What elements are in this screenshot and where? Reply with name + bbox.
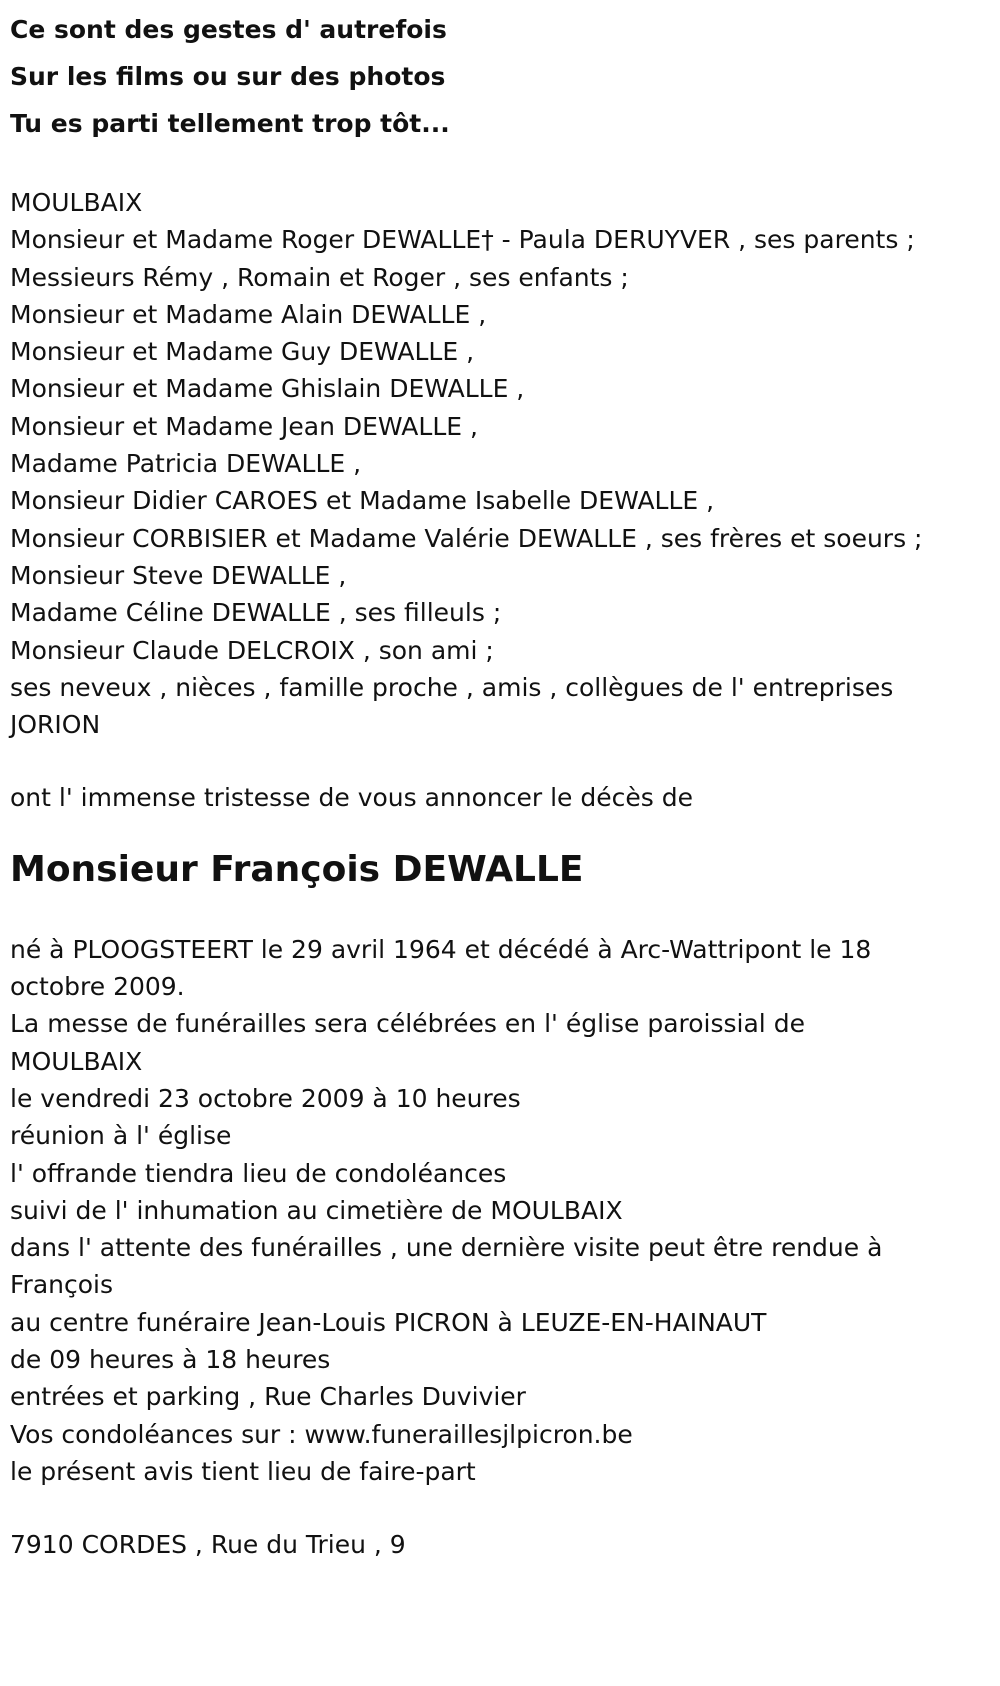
verse-line: Tu es parti tellement trop tôt... — [10, 109, 450, 138]
spacer — [10, 147, 1000, 184]
detail-line: réunion à l' église — [10, 1121, 232, 1151]
detail-line: entrées et parking , Rue Charles Duvivier — [10, 1382, 526, 1412]
family-line: Monsieur Didier CAROES et Madame Isabelle DEWALLE , — [10, 486, 715, 516]
detail-line: de 09 heures à 18 heures — [10, 1345, 331, 1375]
detail-line: au centre funéraire Jean-Louis PICRON à LEUZE-EN-HAINAUT — [10, 1307, 767, 1337]
family-line: Monsieur et Madame Alain DEWALLE , — [10, 299, 487, 329]
family-line: Monsieur et Madame Jean DEWALLE , — [10, 411, 478, 441]
family-list — [10, 184, 940, 743]
detail-line: l' offrande tiendra lieu de condoléances — [10, 1158, 507, 1188]
family-line: Monsieur Claude DELCROIX , son ami ; — [10, 635, 494, 665]
address: 7910 CORDES , Rue du Trieu , 9 — [10, 1530, 406, 1560]
detail-line: le vendredi 23 octobre 2009 à 10 heures — [10, 1083, 521, 1113]
family-line: MOULBAIX — [10, 188, 143, 217]
details-list — [10, 931, 940, 1490]
spacer — [10, 743, 1000, 779]
announcement-text: ont l' immense tristesse de vous annoncer le décès de — [10, 783, 693, 813]
family-line: Messieurs Rémy , Romain et Roger , ses enfants ; — [10, 262, 629, 292]
family-line: Monsieur Steve DEWALLE , — [10, 560, 347, 590]
verse-block — [10, 0, 1000, 147]
verse-line: Ce sont des gestes d' autrefois — [10, 15, 447, 44]
verse-line: Sur les films ou sur des photos — [10, 62, 446, 91]
family-line: Madame Patricia DEWALLE , — [10, 449, 362, 479]
detail-line: La messe de funérailles sera célébrées en l' église paroissial de MOULBAIX — [10, 1009, 805, 1076]
deceased-name: Monsieur François DEWALLE — [10, 848, 584, 890]
family-line: Monsieur et Madame Guy DEWALLE , — [10, 337, 475, 367]
detail-line: né à PLOOGSTEERT le 29 avril 1964 et décédé à Arc-Wattripont le 18 octobre 2009. — [10, 934, 872, 1002]
detail-line: le présent avis tient lieu de faire-part — [10, 1456, 476, 1486]
family-line: ses neveux , nièces , famille proche , amis , collègues de l' entreprises JORION — [10, 672, 894, 740]
family-line: Monsieur et Madame Ghislain DEWALLE , — [10, 374, 525, 404]
condolences-link-line: Vos condoléances sur : www.funeraillesjlpicron.be — [10, 1419, 633, 1449]
spacer — [10, 1490, 1000, 1526]
detail-line: suivi de l' inhumation au cimetière de MOULBAIX — [10, 1195, 623, 1225]
detail-line: dans l' attente des funérailles , une dernière visite peut être rendue à François — [10, 1233, 883, 1300]
family-line: Monsieur CORBISIER et Madame Valérie DEWALLE , ses frères et soeurs ; — [10, 523, 923, 553]
family-line: Madame Céline DEWALLE , ses filleuls ; — [10, 598, 502, 628]
family-line: Monsieur et Madame Roger DEWALLE† - Paula DERUYVER , ses parents ; — [10, 225, 915, 255]
